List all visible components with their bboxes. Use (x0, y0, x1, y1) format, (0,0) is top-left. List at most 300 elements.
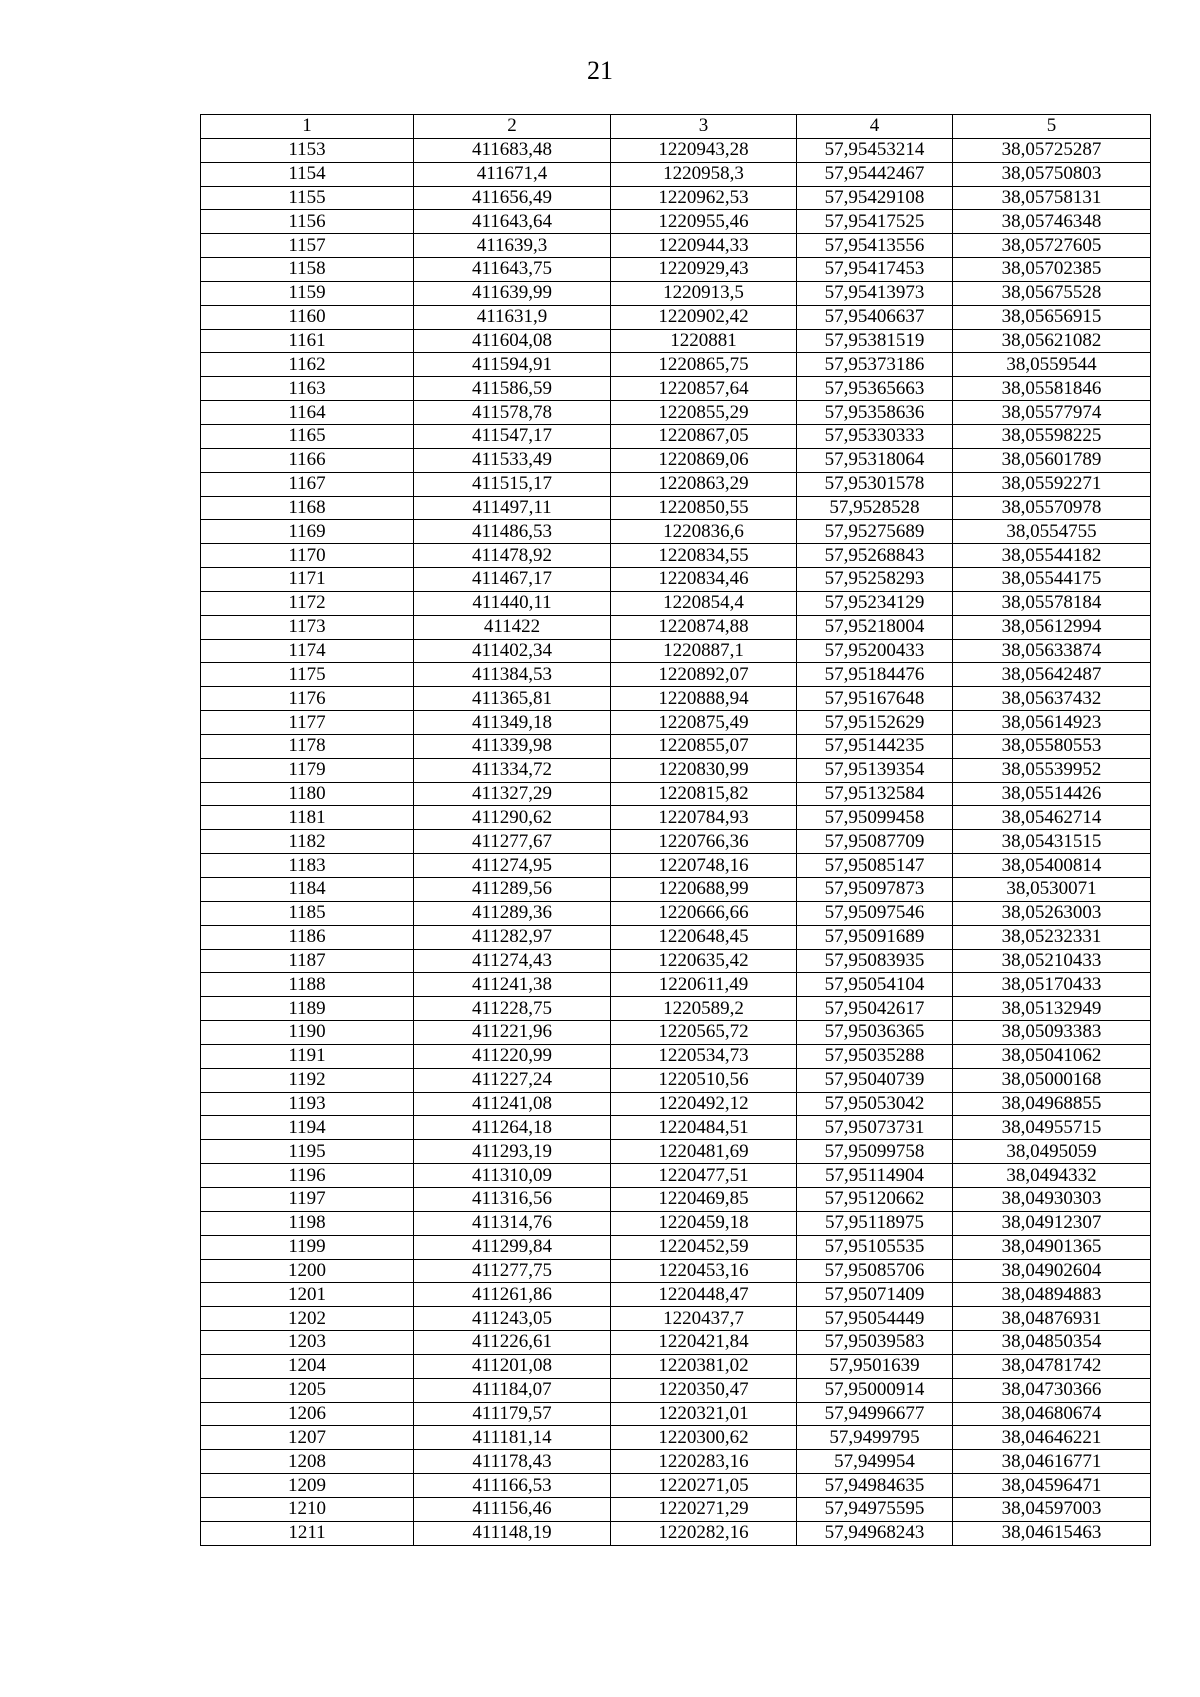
table-row (201, 1426, 1151, 1450)
table-cell-col-5: 38,05633874 (953, 639, 1151, 663)
table-cell-col-4: 57,95381519 (797, 329, 953, 353)
table-cell-col-2: 411289,56 (414, 878, 611, 902)
table-cell-col-3: 1220784,93 (611, 806, 797, 830)
table-cell-col-1: 1188 (201, 973, 414, 997)
table-cell-col-5: 38,05580553 (953, 734, 1151, 758)
table-cell-col-1: 1207 (201, 1426, 414, 1450)
table-cell-col-1: 1184 (201, 878, 414, 902)
table-cell-col-2: 411316,56 (414, 1187, 611, 1211)
table-cell-col-2: 411643,64 (414, 210, 611, 234)
coordinates-table (200, 114, 1151, 1546)
table-row (201, 234, 1151, 258)
table-cell-col-4: 57,95167648 (797, 687, 953, 711)
table-cell-col-4: 57,95085706 (797, 1259, 953, 1283)
table-cell-col-4: 57,95413973 (797, 281, 953, 305)
table-cell-col-3: 1220815,82 (611, 782, 797, 806)
table-cell-col-2: 411226,61 (414, 1331, 611, 1355)
table-cell-col-5: 38,05431515 (953, 830, 1151, 854)
table-cell-col-3: 1220648,45 (611, 925, 797, 949)
table-cell-col-1: 1191 (201, 1044, 414, 1068)
table-cell-col-4: 57,95417525 (797, 210, 953, 234)
table-cell-col-5: 38,05612994 (953, 615, 1151, 639)
table-row (201, 353, 1151, 377)
table-cell-col-2: 411422 (414, 615, 611, 639)
table-cell-col-5: 38,04902604 (953, 1259, 1151, 1283)
table-cell-col-5: 38,05093383 (953, 1021, 1151, 1045)
table-cell-col-5: 38,05232331 (953, 925, 1151, 949)
table-cell-col-1: 1211 (201, 1521, 414, 1545)
table-cell-col-3: 1220944,33 (611, 234, 797, 258)
table-cell-col-1: 1163 (201, 377, 414, 401)
table-cell-col-4: 57,95087709 (797, 830, 953, 854)
table-cell-col-5: 38,05041062 (953, 1044, 1151, 1068)
table-cell-col-1: 1167 (201, 472, 414, 496)
table-cell-col-3: 1220492,12 (611, 1092, 797, 1116)
table-row (201, 639, 1151, 663)
table-cell-col-4: 57,95091689 (797, 925, 953, 949)
table-row (201, 496, 1151, 520)
table-cell-col-2: 411181,14 (414, 1426, 611, 1450)
table-cell-col-4: 57,95114904 (797, 1164, 953, 1188)
table-cell-col-4: 57,95054104 (797, 973, 953, 997)
table-cell-col-1: 1200 (201, 1259, 414, 1283)
table-cell-col-3: 1220958,3 (611, 162, 797, 186)
table-cell-col-5: 38,05637432 (953, 687, 1151, 711)
table-cell-col-1: 1206 (201, 1402, 414, 1426)
table-cell-col-3: 1220459,18 (611, 1211, 797, 1235)
table-cell-col-2: 411349,18 (414, 711, 611, 735)
table-cell-col-1: 1179 (201, 758, 414, 782)
table-row (201, 1521, 1151, 1545)
table-row (201, 329, 1151, 353)
table-cell-col-1: 1195 (201, 1140, 414, 1164)
table-cell-col-1: 1160 (201, 305, 414, 329)
table-cell-col-3: 1220350,47 (611, 1378, 797, 1402)
table-cell-col-2: 411533,49 (414, 448, 611, 472)
table-cell-col-2: 411277,75 (414, 1259, 611, 1283)
table-cell-col-2: 411467,17 (414, 568, 611, 592)
table-cell-col-1: 1175 (201, 663, 414, 687)
table-cell-col-2: 411201,08 (414, 1354, 611, 1378)
table-cell-col-5: 38,05702385 (953, 258, 1151, 282)
table-cell-col-2: 411327,29 (414, 782, 611, 806)
table-cell-col-5: 38,05621082 (953, 329, 1151, 353)
table-cell-col-4: 57,95040739 (797, 1068, 953, 1092)
table-cell-col-2: 411384,53 (414, 663, 611, 687)
table-cell-col-3: 1220748,16 (611, 854, 797, 878)
table-row (201, 734, 1151, 758)
table-cell-col-5: 38,05210433 (953, 949, 1151, 973)
table-cell-col-5: 38,04616771 (953, 1450, 1151, 1474)
table-cell-col-2: 411241,38 (414, 973, 611, 997)
table-cell-col-3: 1220611,49 (611, 973, 797, 997)
table-row (201, 1044, 1151, 1068)
table-cell-col-3: 1220863,29 (611, 472, 797, 496)
table-cell-col-3: 1220892,07 (611, 663, 797, 687)
table-cell-col-1: 1173 (201, 615, 414, 639)
table-cell-col-2: 411293,19 (414, 1140, 611, 1164)
table-cell-col-3: 1220448,47 (611, 1283, 797, 1307)
table-cell-col-2: 411261,86 (414, 1283, 611, 1307)
table-cell-col-3: 1220955,46 (611, 210, 797, 234)
table-cell-col-4: 57,95097546 (797, 901, 953, 925)
table-cell-col-5: 38,04597003 (953, 1497, 1151, 1521)
table-cell-col-1: 1202 (201, 1307, 414, 1331)
table-cell-col-3: 1220481,69 (611, 1140, 797, 1164)
table-row (201, 925, 1151, 949)
table-cell-col-4: 57,95035288 (797, 1044, 953, 1068)
table-cell-col-2: 411166,53 (414, 1474, 611, 1498)
table-cell-col-3: 1220381,02 (611, 1354, 797, 1378)
table-cell-col-4: 57,95406637 (797, 305, 953, 329)
table-cell-col-4: 57,95318064 (797, 448, 953, 472)
table-cell-col-2: 411184,07 (414, 1378, 611, 1402)
table-row (201, 162, 1151, 186)
table-cell-col-4: 57,95073731 (797, 1116, 953, 1140)
table-cell-col-5: 38,04730366 (953, 1378, 1151, 1402)
table-cell-col-4: 57,95118975 (797, 1211, 953, 1235)
table-cell-col-1: 1165 (201, 424, 414, 448)
table-cell-col-4: 57,95139354 (797, 758, 953, 782)
table-cell-col-4: 57,95200433 (797, 639, 953, 663)
table-cell-col-1: 1193 (201, 1092, 414, 1116)
table-row (201, 377, 1151, 401)
table-cell-col-4: 57,95071409 (797, 1283, 953, 1307)
table-cell-col-1: 1196 (201, 1164, 414, 1188)
table-cell-col-5: 38,05263003 (953, 901, 1151, 925)
table-cell-col-1: 1208 (201, 1450, 414, 1474)
table-cell-col-2: 411497,11 (414, 496, 611, 520)
table-cell-col-5: 38,05578184 (953, 591, 1151, 615)
table-cell-col-4: 57,95132584 (797, 782, 953, 806)
table-row (201, 591, 1151, 615)
table-cell-col-4: 57,95417453 (797, 258, 953, 282)
table-cell-col-2: 411671,4 (414, 162, 611, 186)
table-cell-col-3: 1220874,88 (611, 615, 797, 639)
table-row (201, 758, 1151, 782)
table-row (201, 1283, 1151, 1307)
table-cell-col-4: 57,9499795 (797, 1426, 953, 1450)
table-row (201, 305, 1151, 329)
table-cell-col-2: 411228,75 (414, 997, 611, 1021)
table-cell-col-1: 1172 (201, 591, 414, 615)
table-cell-col-3: 1220534,73 (611, 1044, 797, 1068)
table-cell-col-3: 1220943,28 (611, 138, 797, 162)
table-cell-col-2: 411179,57 (414, 1402, 611, 1426)
table-cell-col-2: 411478,92 (414, 544, 611, 568)
table-cell-col-5: 38,04930303 (953, 1187, 1151, 1211)
table-cell-col-4: 57,95234129 (797, 591, 953, 615)
table-row (201, 472, 1151, 496)
table-cell-col-2: 411639,99 (414, 281, 611, 305)
table-row (201, 424, 1151, 448)
table-cell-col-3: 1220854,4 (611, 591, 797, 615)
table-row (201, 1116, 1151, 1140)
table-cell-col-1: 1162 (201, 353, 414, 377)
table-cell-col-3: 1220834,55 (611, 544, 797, 568)
table-cell-col-2: 411221,96 (414, 1021, 611, 1045)
table-row (201, 1092, 1151, 1116)
table-row (201, 901, 1151, 925)
table-cell-col-3: 1220857,64 (611, 377, 797, 401)
table-row (201, 973, 1151, 997)
table-row (201, 1307, 1151, 1331)
table-cell-col-5: 38,05581846 (953, 377, 1151, 401)
table-cell-col-5: 38,05727605 (953, 234, 1151, 258)
table-row (201, 1402, 1151, 1426)
table-cell-col-5: 38,05592271 (953, 472, 1151, 496)
table-cell-col-3: 1220271,05 (611, 1474, 797, 1498)
table-cell-col-3: 1220510,56 (611, 1068, 797, 1092)
table-cell-col-2: 411339,98 (414, 734, 611, 758)
table-cell-col-3: 1220283,16 (611, 1450, 797, 1474)
table-cell-col-2: 411631,9 (414, 305, 611, 329)
table-row (201, 544, 1151, 568)
table-cell-col-1: 1186 (201, 925, 414, 949)
table-cell-col-5: 38,05614923 (953, 711, 1151, 735)
table-row (201, 854, 1151, 878)
table-cell-col-1: 1164 (201, 401, 414, 425)
table-cell-col-5: 38,05544175 (953, 568, 1151, 592)
table-cell-col-4: 57,95184476 (797, 663, 953, 687)
table-cell-col-5: 38,05746348 (953, 210, 1151, 234)
table-cell-col-4: 57,94984635 (797, 1474, 953, 1498)
table-cell-col-3: 1220830,99 (611, 758, 797, 782)
table-cell-col-3: 1220855,29 (611, 401, 797, 425)
table-row (201, 1378, 1151, 1402)
table-cell-col-1: 1180 (201, 782, 414, 806)
table-cell-col-5: 38,05675528 (953, 281, 1151, 305)
table-cell-col-2: 411243,05 (414, 1307, 611, 1331)
table-cell-col-5: 38,04901365 (953, 1235, 1151, 1259)
table-cell-col-5: 38,05577974 (953, 401, 1151, 425)
table-cell-col-5: 38,0530071 (953, 878, 1151, 902)
table-cell-col-5: 38,04615463 (953, 1521, 1151, 1545)
table-cell-col-1: 1201 (201, 1283, 414, 1307)
table-row (201, 448, 1151, 472)
table-cell-col-5: 38,05598225 (953, 424, 1151, 448)
table-row (201, 568, 1151, 592)
table-row (201, 258, 1151, 282)
table-cell-col-5: 38,04876931 (953, 1307, 1151, 1331)
table-cell-col-2: 411334,72 (414, 758, 611, 782)
table-cell-col-3: 1220929,43 (611, 258, 797, 282)
table-cell-col-3: 1220484,51 (611, 1116, 797, 1140)
table-cell-col-1: 1210 (201, 1497, 414, 1521)
header-cell-col-4: 4 (797, 115, 953, 139)
table-cell-col-4: 57,95258293 (797, 568, 953, 592)
table-cell-col-5: 38,0554755 (953, 520, 1151, 544)
table-cell-col-1: 1156 (201, 210, 414, 234)
table-cell-col-5: 38,05462714 (953, 806, 1151, 830)
table-cell-col-1: 1169 (201, 520, 414, 544)
table-row (201, 1354, 1151, 1378)
table-cell-col-4: 57,94996677 (797, 1402, 953, 1426)
table-cell-col-5: 38,0559544 (953, 353, 1151, 377)
table-cell-col-5: 38,04680674 (953, 1402, 1151, 1426)
table-cell-col-1: 1161 (201, 329, 414, 353)
table-cell-col-3: 1220913,5 (611, 281, 797, 305)
table-cell-col-5: 38,04646221 (953, 1426, 1151, 1450)
table-row (201, 1164, 1151, 1188)
table-cell-col-3: 1220834,46 (611, 568, 797, 592)
table-cell-col-5: 38,05601789 (953, 448, 1151, 472)
table-cell-col-2: 411227,24 (414, 1068, 611, 1092)
table-cell-col-3: 1220469,85 (611, 1187, 797, 1211)
table-cell-col-5: 38,05514426 (953, 782, 1151, 806)
table-cell-col-2: 411148,19 (414, 1521, 611, 1545)
table-cell-col-1: 1174 (201, 639, 414, 663)
table-row (201, 806, 1151, 830)
table-cell-col-2: 411289,36 (414, 901, 611, 925)
table-cell-col-4: 57,95358636 (797, 401, 953, 425)
table-cell-col-5: 38,05170433 (953, 973, 1151, 997)
table-cell-col-1: 1158 (201, 258, 414, 282)
table-cell-col-2: 411290,62 (414, 806, 611, 830)
table-cell-col-4: 57,95453214 (797, 138, 953, 162)
table-row (201, 1235, 1151, 1259)
table-cell-col-5: 38,05656915 (953, 305, 1151, 329)
table-cell-col-3: 1220282,16 (611, 1521, 797, 1545)
table-cell-col-2: 411440,11 (414, 591, 611, 615)
table-cell-col-3: 1220865,75 (611, 353, 797, 377)
table-cell-col-3: 1220836,6 (611, 520, 797, 544)
table-cell-col-1: 1194 (201, 1116, 414, 1140)
table-row (201, 1068, 1151, 1092)
table-cell-col-2: 411547,17 (414, 424, 611, 448)
table-cell-col-1: 1168 (201, 496, 414, 520)
table-row (201, 1140, 1151, 1164)
table-cell-col-4: 57,949954 (797, 1450, 953, 1474)
table-row (201, 1450, 1151, 1474)
table-cell-col-4: 57,95152629 (797, 711, 953, 735)
table-cell-col-5: 38,0495059 (953, 1140, 1151, 1164)
table-cell-col-1: 1197 (201, 1187, 414, 1211)
page-number: 21 (587, 56, 613, 85)
table-row (201, 210, 1151, 234)
table-cell-col-4: 57,95330333 (797, 424, 953, 448)
header-cell-col-2: 2 (414, 115, 611, 139)
table-cell-col-1: 1183 (201, 854, 414, 878)
table-cell-col-1: 1155 (201, 186, 414, 210)
table-cell-col-4: 57,95429108 (797, 186, 953, 210)
table-cell-col-3: 1220271,29 (611, 1497, 797, 1521)
table-cell-col-5: 38,05539952 (953, 758, 1151, 782)
table-cell-col-2: 411299,84 (414, 1235, 611, 1259)
table-cell-col-3: 1220300,62 (611, 1426, 797, 1450)
table-cell-col-1: 1209 (201, 1474, 414, 1498)
table-cell-col-3: 1220888,94 (611, 687, 797, 711)
table-cell-col-1: 1185 (201, 901, 414, 925)
table-cell-col-4: 57,94968243 (797, 1521, 953, 1545)
table-row (201, 1187, 1151, 1211)
table-cell-col-4: 57,9501639 (797, 1354, 953, 1378)
table-cell-col-4: 57,95373186 (797, 353, 953, 377)
table-cell-col-4: 57,95442467 (797, 162, 953, 186)
table-cell-col-2: 411310,09 (414, 1164, 611, 1188)
header-cell-col-5: 5 (953, 115, 1151, 139)
table-cell-col-1: 1176 (201, 687, 414, 711)
table-cell-col-5: 38,04596471 (953, 1474, 1151, 1498)
table-cell-col-4: 57,95275689 (797, 520, 953, 544)
table-cell-col-5: 38,05400814 (953, 854, 1151, 878)
table-cell-col-3: 1220321,01 (611, 1402, 797, 1426)
table-cell-col-2: 411604,08 (414, 329, 611, 353)
table-row (201, 1331, 1151, 1355)
table-cell-col-1: 1171 (201, 568, 414, 592)
table-cell-col-4: 57,95000914 (797, 1378, 953, 1402)
table-cell-col-1: 1181 (201, 806, 414, 830)
table-cell-col-4: 57,9528528 (797, 496, 953, 520)
table-cell-col-3: 1220869,06 (611, 448, 797, 472)
table-cell-col-3: 1220850,55 (611, 496, 797, 520)
table-cell-col-3: 1220589,2 (611, 997, 797, 1021)
table-cell-col-1: 1199 (201, 1235, 414, 1259)
table-cell-col-2: 411282,97 (414, 925, 611, 949)
table-row (201, 711, 1151, 735)
table-cell-col-3: 1220565,72 (611, 1021, 797, 1045)
table-cell-col-1: 1177 (201, 711, 414, 735)
table-cell-col-4: 57,95218004 (797, 615, 953, 639)
table-cell-col-4: 57,95039583 (797, 1331, 953, 1355)
table-cell-col-2: 411314,76 (414, 1211, 611, 1235)
table-cell-col-2: 411274,43 (414, 949, 611, 973)
table-cell-col-1: 1189 (201, 997, 414, 1021)
table-cell-col-1: 1154 (201, 162, 414, 186)
table-cell-col-5: 38,05570978 (953, 496, 1151, 520)
table-cell-col-5: 38,05000168 (953, 1068, 1151, 1092)
table-row (201, 1497, 1151, 1521)
table-cell-col-3: 1220867,05 (611, 424, 797, 448)
table-cell-col-2: 411586,59 (414, 377, 611, 401)
table-cell-col-2: 411683,48 (414, 138, 611, 162)
table-cell-col-1: 1198 (201, 1211, 414, 1235)
table-cell-col-4: 57,95144235 (797, 734, 953, 758)
table-cell-col-1: 1170 (201, 544, 414, 568)
table-cell-col-2: 411220,99 (414, 1044, 611, 1068)
table-cell-col-3: 1220477,51 (611, 1164, 797, 1188)
table-row (201, 1259, 1151, 1283)
table-cell-col-5: 38,05725287 (953, 138, 1151, 162)
table-cell-col-5: 38,05642487 (953, 663, 1151, 687)
table-cell-col-1: 1204 (201, 1354, 414, 1378)
table-cell-col-4: 57,95099758 (797, 1140, 953, 1164)
table-cell-col-5: 38,04968855 (953, 1092, 1151, 1116)
table-cell-col-4: 57,95120662 (797, 1187, 953, 1211)
table-cell-col-3: 1220453,16 (611, 1259, 797, 1283)
table-header (201, 115, 1151, 139)
table-cell-col-1: 1192 (201, 1068, 414, 1092)
table-cell-col-5: 38,05132949 (953, 997, 1151, 1021)
table-cell-col-2: 411241,08 (414, 1092, 611, 1116)
table-cell-col-1: 1182 (201, 830, 414, 854)
table-cell-col-3: 1220855,07 (611, 734, 797, 758)
table-cell-col-3: 1220437,7 (611, 1307, 797, 1331)
table-cell-col-1: 1178 (201, 734, 414, 758)
table-cell-col-3: 1220666,66 (611, 901, 797, 925)
table-cell-col-2: 411274,95 (414, 854, 611, 878)
table-cell-col-4: 57,95054449 (797, 1307, 953, 1331)
table-cell-col-3: 1220875,49 (611, 711, 797, 735)
table-cell-col-5: 38,04912307 (953, 1211, 1151, 1235)
table-cell-col-2: 411178,43 (414, 1450, 611, 1474)
table-cell-col-1: 1153 (201, 138, 414, 162)
table-row (201, 878, 1151, 902)
table-cell-col-3: 1220962,53 (611, 186, 797, 210)
table-row (201, 830, 1151, 854)
table-cell-col-2: 411264,18 (414, 1116, 611, 1140)
table-cell-col-1: 1166 (201, 448, 414, 472)
